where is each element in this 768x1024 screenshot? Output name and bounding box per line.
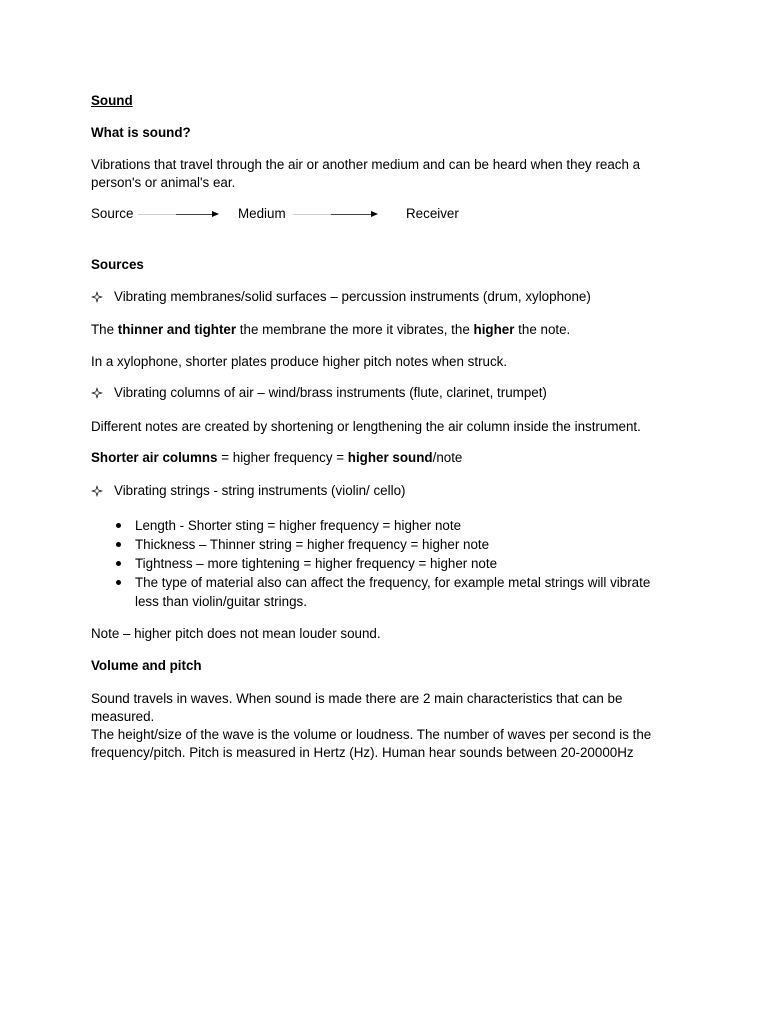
heading-volume-and-pitch: Volume and pitch (91, 658, 202, 673)
flow-source-label: Source (91, 206, 134, 221)
paragraph-xylophone: In a xylophone, shorter plates produce higher pitch notes when struck. (91, 354, 508, 369)
diamond-bullet-icon (91, 485, 103, 497)
paragraph-waves-1: Sound travels in waves. When sound is made there are 2 main characteristics that can be measured. (91, 691, 623, 724)
paragraph-notes: Different notes are created by shortening or lengthening the air column inside the instrument. (91, 419, 641, 434)
list-item: The type of material also can affect the frequency, for example metal strings will vibrate less than violin/guitar strings. (114, 573, 674, 611)
list-item: Thickness – Thinner string = higher frequency = higher note (114, 535, 674, 554)
flow-medium-label: Medium (238, 206, 286, 221)
bullet-dot-icon (116, 542, 121, 547)
bullet-dot-icon (116, 523, 121, 528)
paragraph-shorter: Shorter air columns = higher frequency = higher sound/note (91, 450, 463, 465)
bullet-dot-icon (116, 580, 121, 585)
list-item-text: Vibrating strings - string instruments (violin/ cello) (114, 483, 406, 498)
diamond-bullet-icon (91, 387, 103, 399)
document-title: Sound (91, 93, 133, 108)
list-item: Tightness – more tightening = higher frequency = higher note (114, 554, 674, 573)
definition-paragraph: Vibrations that travel through the air or another medium and can be heard when they reach a person's or animal's ear. (91, 157, 641, 190)
bullet-dot-icon (116, 561, 121, 566)
flow-receiver-label: Receiver (406, 206, 459, 221)
string-properties-list (114, 516, 674, 611)
list-item-text: Vibrating membranes/solid surfaces – percussion instruments (drum, xylophone) (114, 289, 591, 304)
heading-what-is-sound: What is sound? (91, 125, 191, 140)
diamond-bullet-icon (91, 291, 103, 303)
heading-sources: Sources (91, 257, 144, 272)
sound-flow-diagram (91, 205, 691, 223)
paragraph-waves-2: The height/size of the wave is the volume or loudness. The number of waves per second is the frequency/pitch. Pitch is measured in Hertz (Hz). Human hear sounds between 20-20000Hz (91, 727, 652, 760)
list-item-text: Vibrating columns of air – wind/brass instruments (flute, clarinet, trumpet) (114, 385, 547, 400)
paragraph-note: Note – higher pitch does not mean louder sound. (91, 626, 381, 641)
paragraph-thinner: The thinner and tighter the membrane the more it vibrates, the higher the note. (91, 322, 571, 337)
list-item: Length - Shorter sting = higher frequency = higher note (114, 516, 674, 535)
